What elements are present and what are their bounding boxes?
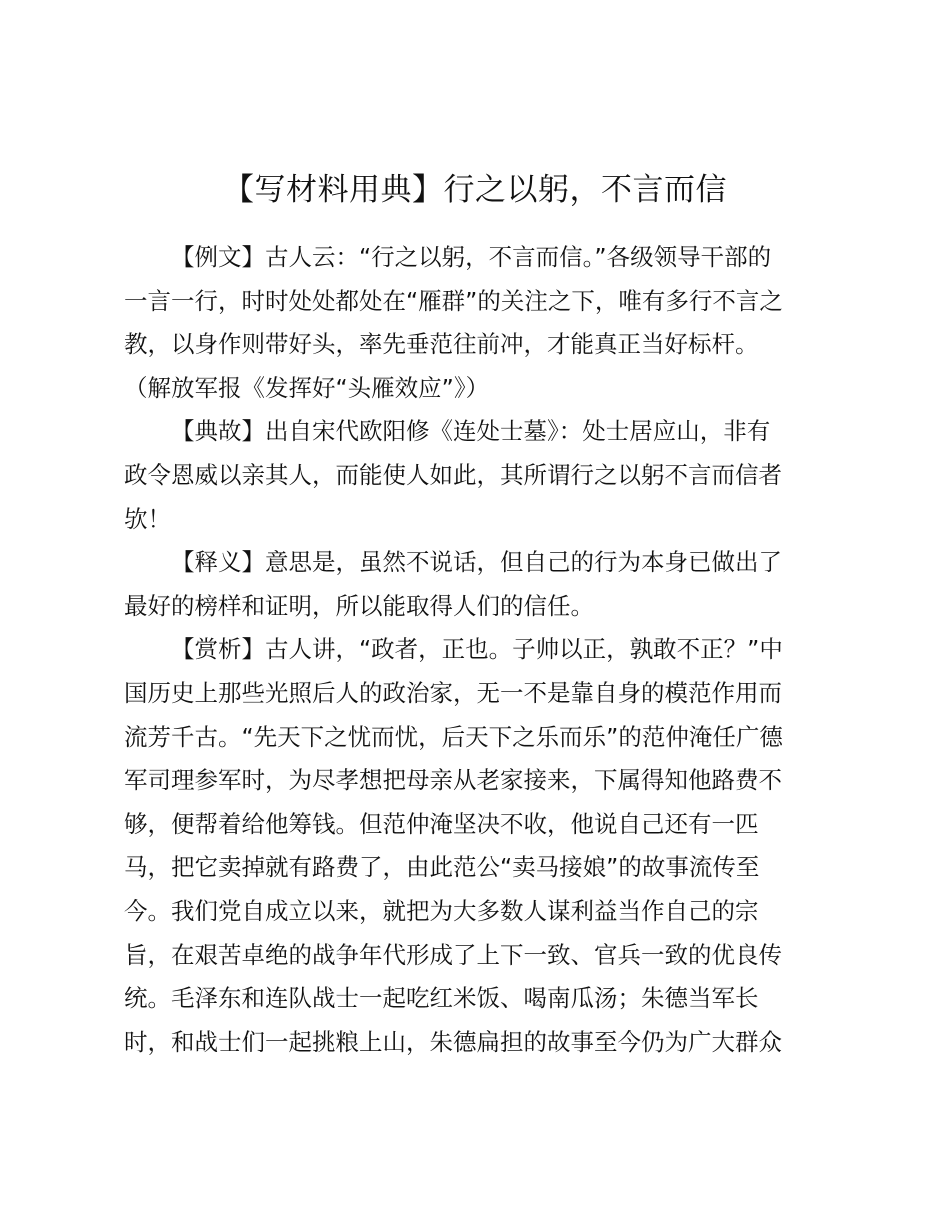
text-line: 马，把它卖掉就有路费了，由此范公“卖马接娘”的故事流传至 [124,853,760,882]
text-line: 军司理参军时，为尽孝想把母亲从老家接来，下属得知他路费不 [124,766,782,795]
text-line: （解放军报《发挥好“头雁效应”》） [124,373,490,402]
text-line: 教，以身作则带好头，率先垂范往前冲，才能真正当好标杆。 [124,330,759,359]
text-line: 【例文】古人云：“行之以躬，不言而信。”各级领导干部的 [171,243,772,271]
page-title: 【写材料用典】行之以躬，不言而信 [223,172,727,208]
text-line: 旨，在艰苦卓绝的战争年代形成了上下一致、官兵一致的优良传 [124,940,782,969]
text-line: 统。毛泽东和连队战士一起吃红米饭、喝南瓜汤；朱德当军长 [124,984,759,1013]
text-line: 今。我们党自成立以来，就把为大多数人谋利益当作自己的宗 [124,896,759,925]
text-line: 够，便帮着给他筹钱。但范仲淹坚决不收，他说自己还有一匹 [124,809,759,838]
text-line: 时，和战士们一起挑粮上山，朱德扁担的故事至今仍为广大群众 [124,1027,782,1056]
text-line: 一言一行，时时处处都处在“雁群”的关注之下，唯有多行不言之 [124,286,783,315]
body-text [124,236,824,1064]
text-line: 【赏析】古人讲，“政者，正也。子帅以正，孰敢不正？”中 [171,635,783,664]
text-line: 流芳千古。“先天下之忧而忧，后天下之乐而乐”的范仲淹任广德 [124,722,783,751]
text-line: 欤！ [124,504,171,533]
text-line: 最好的榜样和证明，所以能取得人们的信任。 [124,591,594,620]
text-line: 【典故】出自宋代欧阳修《连处士墓》：处士居应山，非有 [171,417,771,446]
text-line: 政令恩威以亲其人，而能使人如此，其所谓行之以躬不言而信者 [124,460,782,489]
text-line: 国历史上那些光照后人的政治家，无一不是靠自身的模范作用而 [124,678,782,707]
text-line: 【释义】意思是，虽然不说话，但自己的行为本身已做出了 [171,548,782,577]
